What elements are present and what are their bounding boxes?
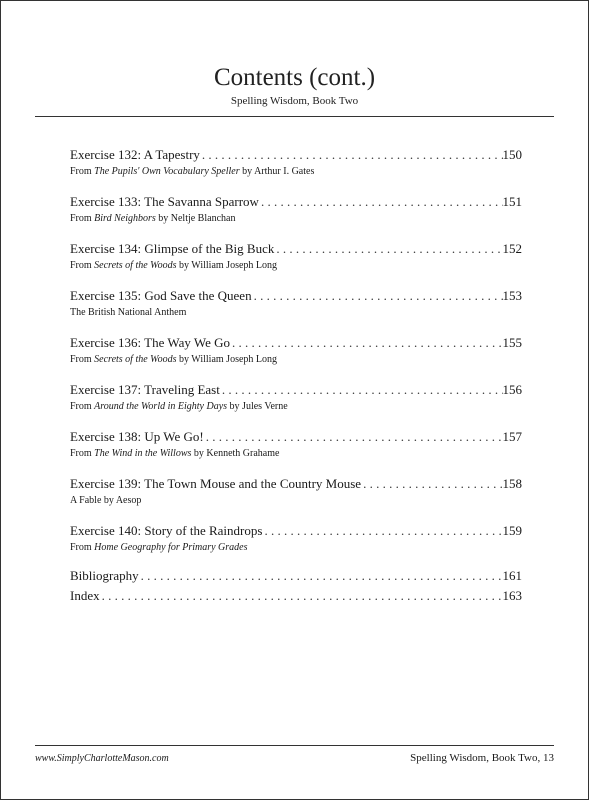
page-subtitle: Spelling Wisdom, Book Two xyxy=(230,95,359,107)
source-work-title: Secrets of the Woods xyxy=(94,260,177,271)
toc-entry-140 xyxy=(70,522,522,569)
toc-entry-137 xyxy=(70,381,522,428)
entry-page-number: 161 xyxy=(502,568,522,583)
footer-website: www.SimplyCharlotteMason.com xyxy=(35,753,169,764)
entry-page-number: 156 xyxy=(502,382,522,397)
entry-title: Exercise 137: Traveling East xyxy=(70,382,220,397)
entry-title: Exercise 139: The Town Mouse and the Country Mouse xyxy=(70,476,362,491)
entry-source: The British National Anthem xyxy=(70,307,187,318)
toc-entry-139 xyxy=(70,475,522,522)
source-work-title: Bird Neighbors xyxy=(94,213,156,224)
entry-page-number: 150 xyxy=(502,147,522,162)
dot-leader xyxy=(220,381,503,399)
entry-source: From Home Geography for Primary Grades xyxy=(70,542,248,553)
entry-source: A Fable by Aesop xyxy=(70,495,142,506)
source-work-title: Around the World in Eighty Days xyxy=(94,401,228,412)
table-of-contents xyxy=(70,146,522,569)
toc-entry-134 xyxy=(70,240,522,287)
entry-page-number: 159 xyxy=(502,523,522,538)
dot-leader xyxy=(252,287,503,305)
entry-title: Exercise 136: The Way We Go xyxy=(70,335,231,350)
dot-leader xyxy=(274,240,502,258)
entry-title: Exercise 134: Glimpse of the Big Buck xyxy=(70,241,275,256)
entry-source: From The Pupils' Own Vocabulary Speller by Arthur I. Gates xyxy=(70,166,315,177)
entry-page-number: 158 xyxy=(502,476,522,491)
entry-source: From Secrets of the Woods by William Joseph Long xyxy=(70,354,278,365)
toc-entry-132 xyxy=(70,146,522,193)
entry-page-number: 153 xyxy=(502,288,522,303)
dot-leader xyxy=(259,193,503,211)
source-work-title: The Wind in the Willows xyxy=(94,448,192,459)
entry-title: Exercise 132: A Tapestry xyxy=(70,147,200,162)
dot-leader xyxy=(139,567,503,585)
source-work-title: The Pupils' Own Vocabulary Speller xyxy=(94,166,240,177)
toc-entry-138 xyxy=(70,428,522,475)
entry-page-number: 163 xyxy=(502,588,522,603)
entry-title: Exercise 135: God Save the Queen xyxy=(70,288,252,303)
entry-title: Exercise 133: The Savanna Sparrow xyxy=(70,194,259,209)
entry-page-number: 151 xyxy=(502,194,522,209)
header-divider xyxy=(35,116,554,117)
entry-title: Exercise 140: Story of the Raindrops xyxy=(70,523,263,538)
entry-title: Index xyxy=(70,588,100,603)
dot-leader xyxy=(100,587,503,605)
source-work-title: Secrets of the Woods xyxy=(94,354,177,365)
toc-entry-136 xyxy=(70,334,522,381)
footer-page-label: Spelling Wisdom, Book Two, 13 xyxy=(410,752,554,764)
entry-source: From The Wind in the Willows by Kenneth Grahame xyxy=(70,448,280,459)
page-header xyxy=(1,63,588,108)
page-title: Contents (cont.) xyxy=(213,64,376,91)
dot-leader xyxy=(361,475,502,493)
entry-source: From Bird Neighbors by Neltje Blanchan xyxy=(70,213,236,224)
entry-title: Bibliography xyxy=(70,568,139,583)
entry-title: Exercise 138: Up We Go! xyxy=(70,429,204,444)
dot-leader xyxy=(200,146,503,164)
toc-entry-index xyxy=(70,587,522,607)
dot-leader xyxy=(204,428,503,446)
entry-page-number: 155 xyxy=(502,335,522,350)
back-matter-list xyxy=(70,567,522,607)
toc-entry-133 xyxy=(70,193,522,240)
entry-page-number: 157 xyxy=(502,429,522,444)
source-work-title: Home Geography for Primary Grades xyxy=(94,542,248,553)
entry-source: From Around the World in Eighty Days by Jules Verne xyxy=(70,401,288,412)
toc-entry-bibliography xyxy=(70,567,522,587)
entry-source: From Secrets of the Woods by William Joseph Long xyxy=(70,260,278,271)
footer-divider xyxy=(35,745,554,746)
toc-entry-135 xyxy=(70,287,522,334)
entry-page-number: 152 xyxy=(502,241,522,256)
dot-leader xyxy=(262,522,502,540)
dot-leader xyxy=(230,334,502,352)
